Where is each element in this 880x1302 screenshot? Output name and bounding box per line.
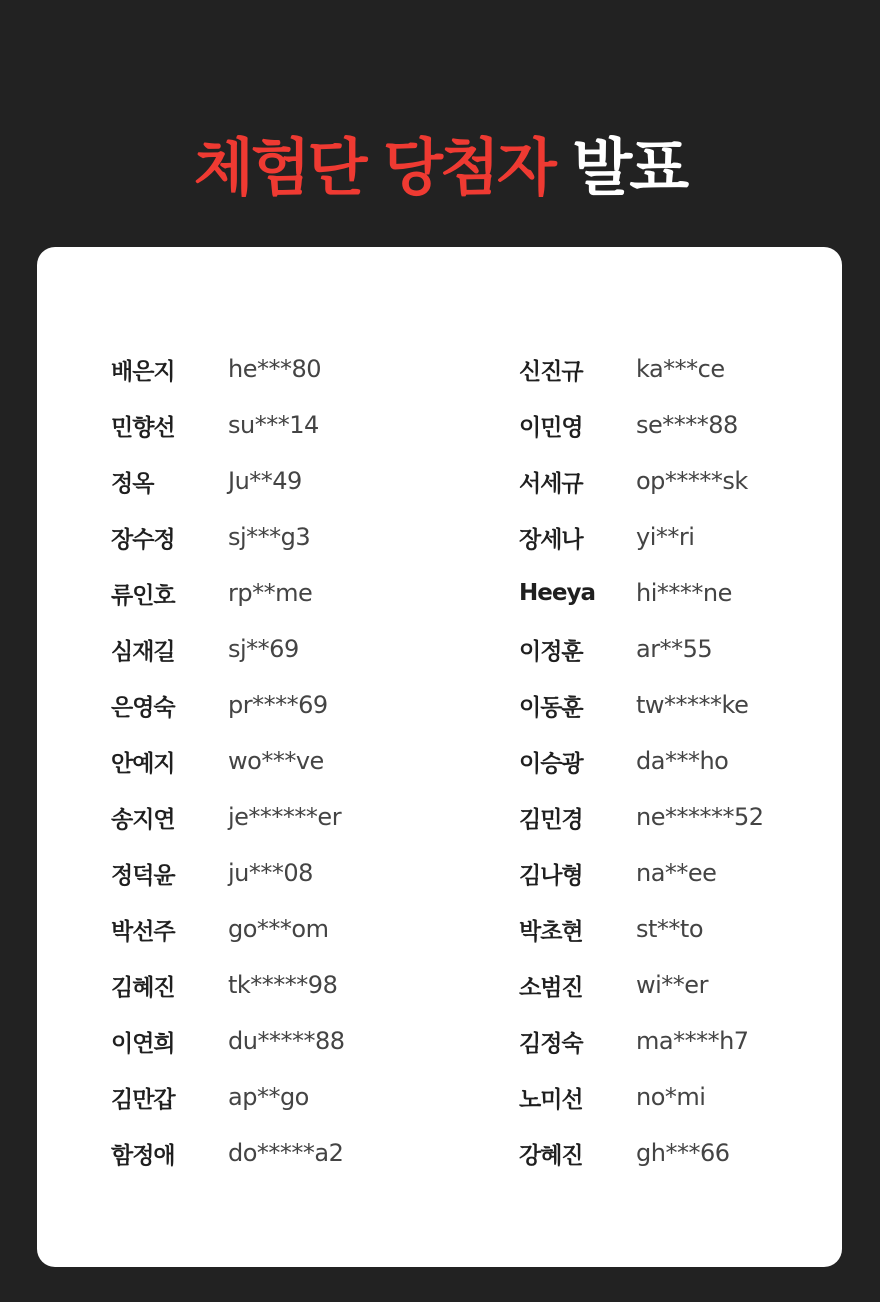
winner-row: [111, 397, 344, 453]
winner-row: [111, 453, 344, 509]
winner-row: [111, 845, 344, 901]
winner-row: [111, 677, 344, 733]
winner-name: 류인호: [111, 582, 175, 609]
winner-name: 민향선: [111, 414, 175, 441]
winner-name: 송지연: [111, 806, 175, 833]
title-plain: 발표: [572, 131, 687, 204]
winner-row: [519, 621, 764, 677]
winner-id: ar**55: [636, 635, 713, 663]
winner-name: 배은지: [111, 358, 175, 385]
winner-id: ne******52: [636, 803, 764, 831]
winner-id: wo***ve: [228, 747, 324, 775]
winner-row: [111, 1125, 344, 1181]
winner-name: Heeya: [519, 580, 595, 606]
winner-row: [519, 1125, 764, 1181]
winner-name: 김민경: [519, 806, 583, 833]
winner-row: [519, 341, 764, 397]
winner-row: [519, 957, 764, 1013]
page-title: [0, 128, 880, 208]
winner-row: [519, 1069, 764, 1125]
winner-name: 심재길: [111, 638, 175, 665]
winner-row: [111, 789, 344, 845]
winners-list-right: [519, 341, 764, 1181]
winner-row: [519, 453, 764, 509]
winner-row: [111, 621, 344, 677]
winners-list-left: [111, 341, 344, 1181]
winner-name: 은영숙: [111, 694, 175, 721]
winner-name: 서세규: [519, 470, 583, 497]
winner-id: Ju**49: [228, 467, 302, 495]
winner-name: 소범진: [519, 974, 583, 1001]
winner-id: tk*****98: [228, 971, 338, 999]
winner-row: [111, 901, 344, 957]
winner-name: 장세나: [519, 526, 583, 553]
winner-id: gh***66: [636, 1139, 730, 1167]
winner-row: [519, 901, 764, 957]
winner-id: ka***ce: [636, 355, 725, 383]
winner-row: [111, 341, 344, 397]
winner-name: 이정훈: [519, 638, 583, 665]
winner-name: 함정애: [111, 1142, 175, 1169]
winner-name: 이민영: [519, 414, 583, 441]
winner-row: [519, 845, 764, 901]
winner-id: wi**er: [636, 971, 708, 999]
winner-row: [519, 789, 764, 845]
winner-id: ap**go: [228, 1083, 309, 1111]
winner-id: tw*****ke: [636, 691, 749, 719]
winner-name: 박선주: [111, 918, 175, 945]
winner-id: rp**me: [228, 579, 313, 607]
winner-id: hi****ne: [636, 579, 732, 607]
winner-name: 이동훈: [519, 694, 583, 721]
winner-name: 이승광: [519, 750, 583, 777]
winner-id: pr****69: [228, 691, 328, 719]
winner-name: 강혜진: [519, 1142, 583, 1169]
winner-name: 장수정: [111, 526, 175, 553]
winner-name: 안예지: [111, 750, 175, 777]
winner-name: 정옥: [111, 470, 154, 497]
title-accent: 체험단 당첨자: [193, 131, 554, 204]
winner-row: [111, 565, 344, 621]
winner-id: yi**ri: [636, 523, 695, 551]
winner-name: 신진규: [519, 358, 583, 385]
winner-name: 김나형: [519, 862, 583, 889]
winner-row: [519, 1013, 764, 1069]
winner-row: [111, 957, 344, 1013]
winner-row: [111, 1069, 344, 1125]
winner-id: su***14: [228, 411, 319, 439]
winner-name: 이연희: [111, 1030, 175, 1057]
winner-name: 박초현: [519, 918, 583, 945]
winner-row: [519, 509, 764, 565]
winner-row: [111, 1013, 344, 1069]
winner-row: [519, 565, 764, 621]
winner-id: no*mi: [636, 1083, 706, 1111]
winner-row: [111, 733, 344, 789]
winner-name: 김혜진: [111, 974, 175, 1001]
winner-id: se****88: [636, 411, 738, 439]
winner-name: 김정숙: [519, 1030, 583, 1057]
winner-id: sj**69: [228, 635, 299, 663]
winner-id: ma****h7: [636, 1027, 749, 1055]
winner-id: du*****88: [228, 1027, 345, 1055]
winner-name: 정덕윤: [111, 862, 175, 889]
winner-id: he***80: [228, 355, 322, 383]
winner-id: da***ho: [636, 747, 729, 775]
winner-id: do*****a2: [228, 1139, 344, 1167]
winner-name: 김만갑: [111, 1086, 175, 1113]
winner-id: ju***08: [228, 859, 313, 887]
winner-id: go***om: [228, 915, 329, 943]
winner-id: sj***g3: [228, 523, 311, 551]
winner-id: st**to: [636, 915, 704, 943]
winner-id: je******er: [228, 803, 342, 831]
winner-row: [519, 397, 764, 453]
winner-name: 노미선: [519, 1086, 583, 1113]
winner-id: na**ee: [636, 859, 717, 887]
winner-row: [111, 509, 344, 565]
winner-id: op*****sk: [636, 467, 748, 495]
winner-row: [519, 677, 764, 733]
winner-row: [519, 733, 764, 789]
